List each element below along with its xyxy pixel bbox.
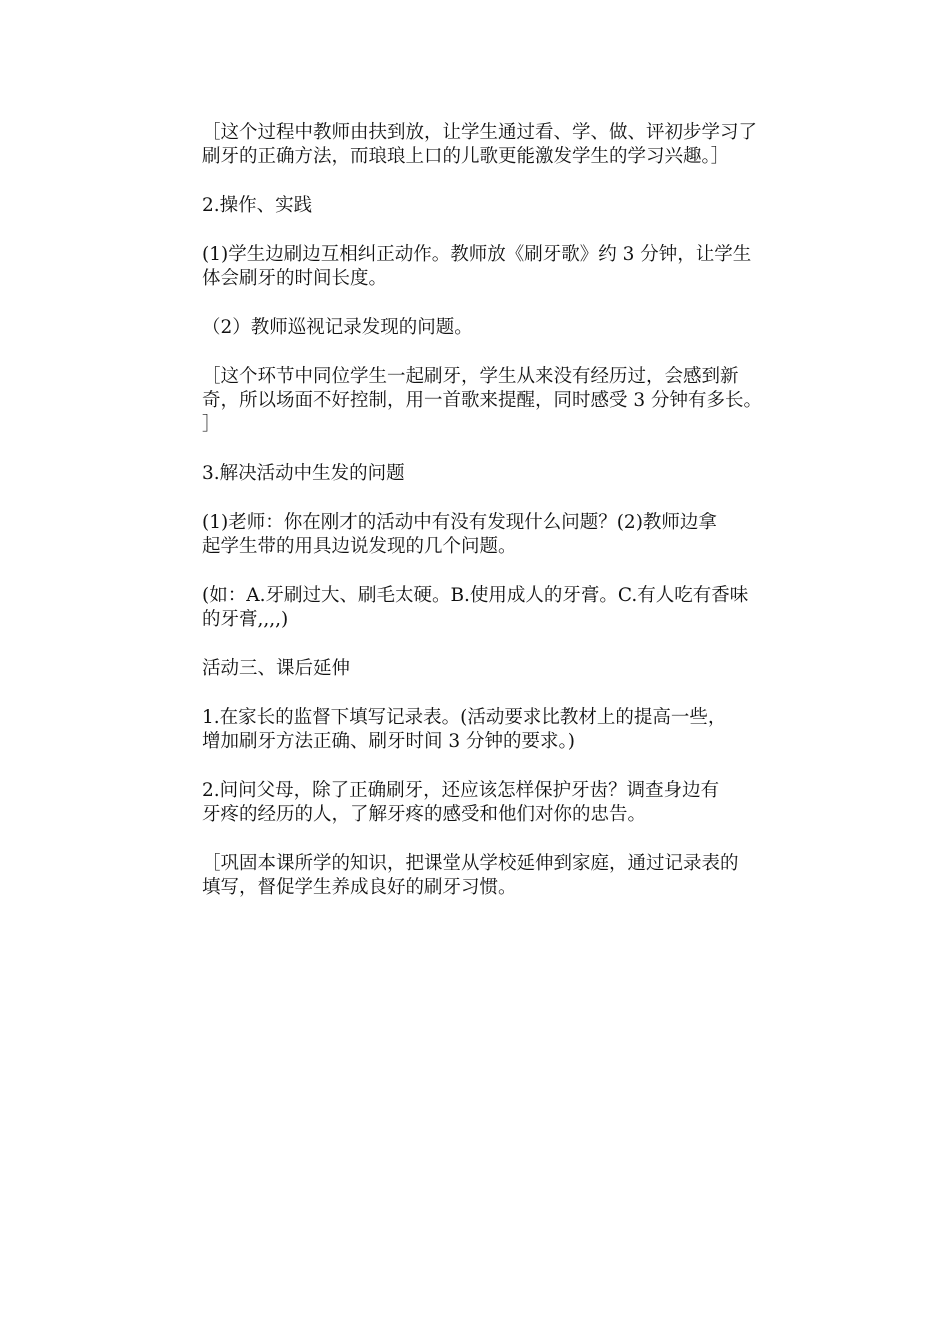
section-heading: 3.解决活动中生发的问题 [202,463,405,484]
step-paragraph: （2）教师巡视记录发现的问题。 [202,317,473,338]
example-paragraph: (如：A.牙刷过大、刷毛太硬。B.使用成人的牙膏。C.有人吃有香味 的牙膏,,,,) [202,585,749,630]
note-paragraph: ［这个环节中同位学生一起刷牙，学生从来没有经历过，会感到新 奇，所以场面不好控制，用一首歌来提醒，同时感受 3 分钟有多长。 ］ [202,366,763,435]
step-paragraph: (1)学生边刷边互相纠正动作。教师放《刷牙歌》约 3 分钟，让学生 体会刷牙的时间长度。 [202,244,752,289]
note-paragraph: ［这个过程中教师由扶到放，让学生通过看、学、做、评初步学习了 刷牙的正确方法，而琅琅上口的儿歌更能激发学生的学习兴趣。］ [202,122,758,167]
step-paragraph: (1)老师：你在刚才的活动中有没有发现什么问题？(2)教师边拿 起学生带的用具边说发现的几个问题。 [202,512,717,557]
note-paragraph: ［巩固本课所学的知识，把课堂从学校延伸到家庭，通过记录表的 填写，督促学生养成良好的刷牙习惯。 [202,853,739,898]
section-heading: 2.操作、实践 [202,195,313,216]
task-paragraph: 2.问问父母，除了正确刷牙，还应该怎样保护牙齿？调查身边有 牙疼的经历的人，了解牙疼的感受和他们对你的忠告。 [202,780,720,825]
document-body [202,121,822,925]
task-paragraph: 1.在家长的监督下填写记录表。(活动要求比教材上的提高一些， 增加刷牙方法正确、刷牙时间 3 分钟的要求。) [202,707,727,752]
activity-heading: 活动三、课后延伸 [202,658,351,679]
